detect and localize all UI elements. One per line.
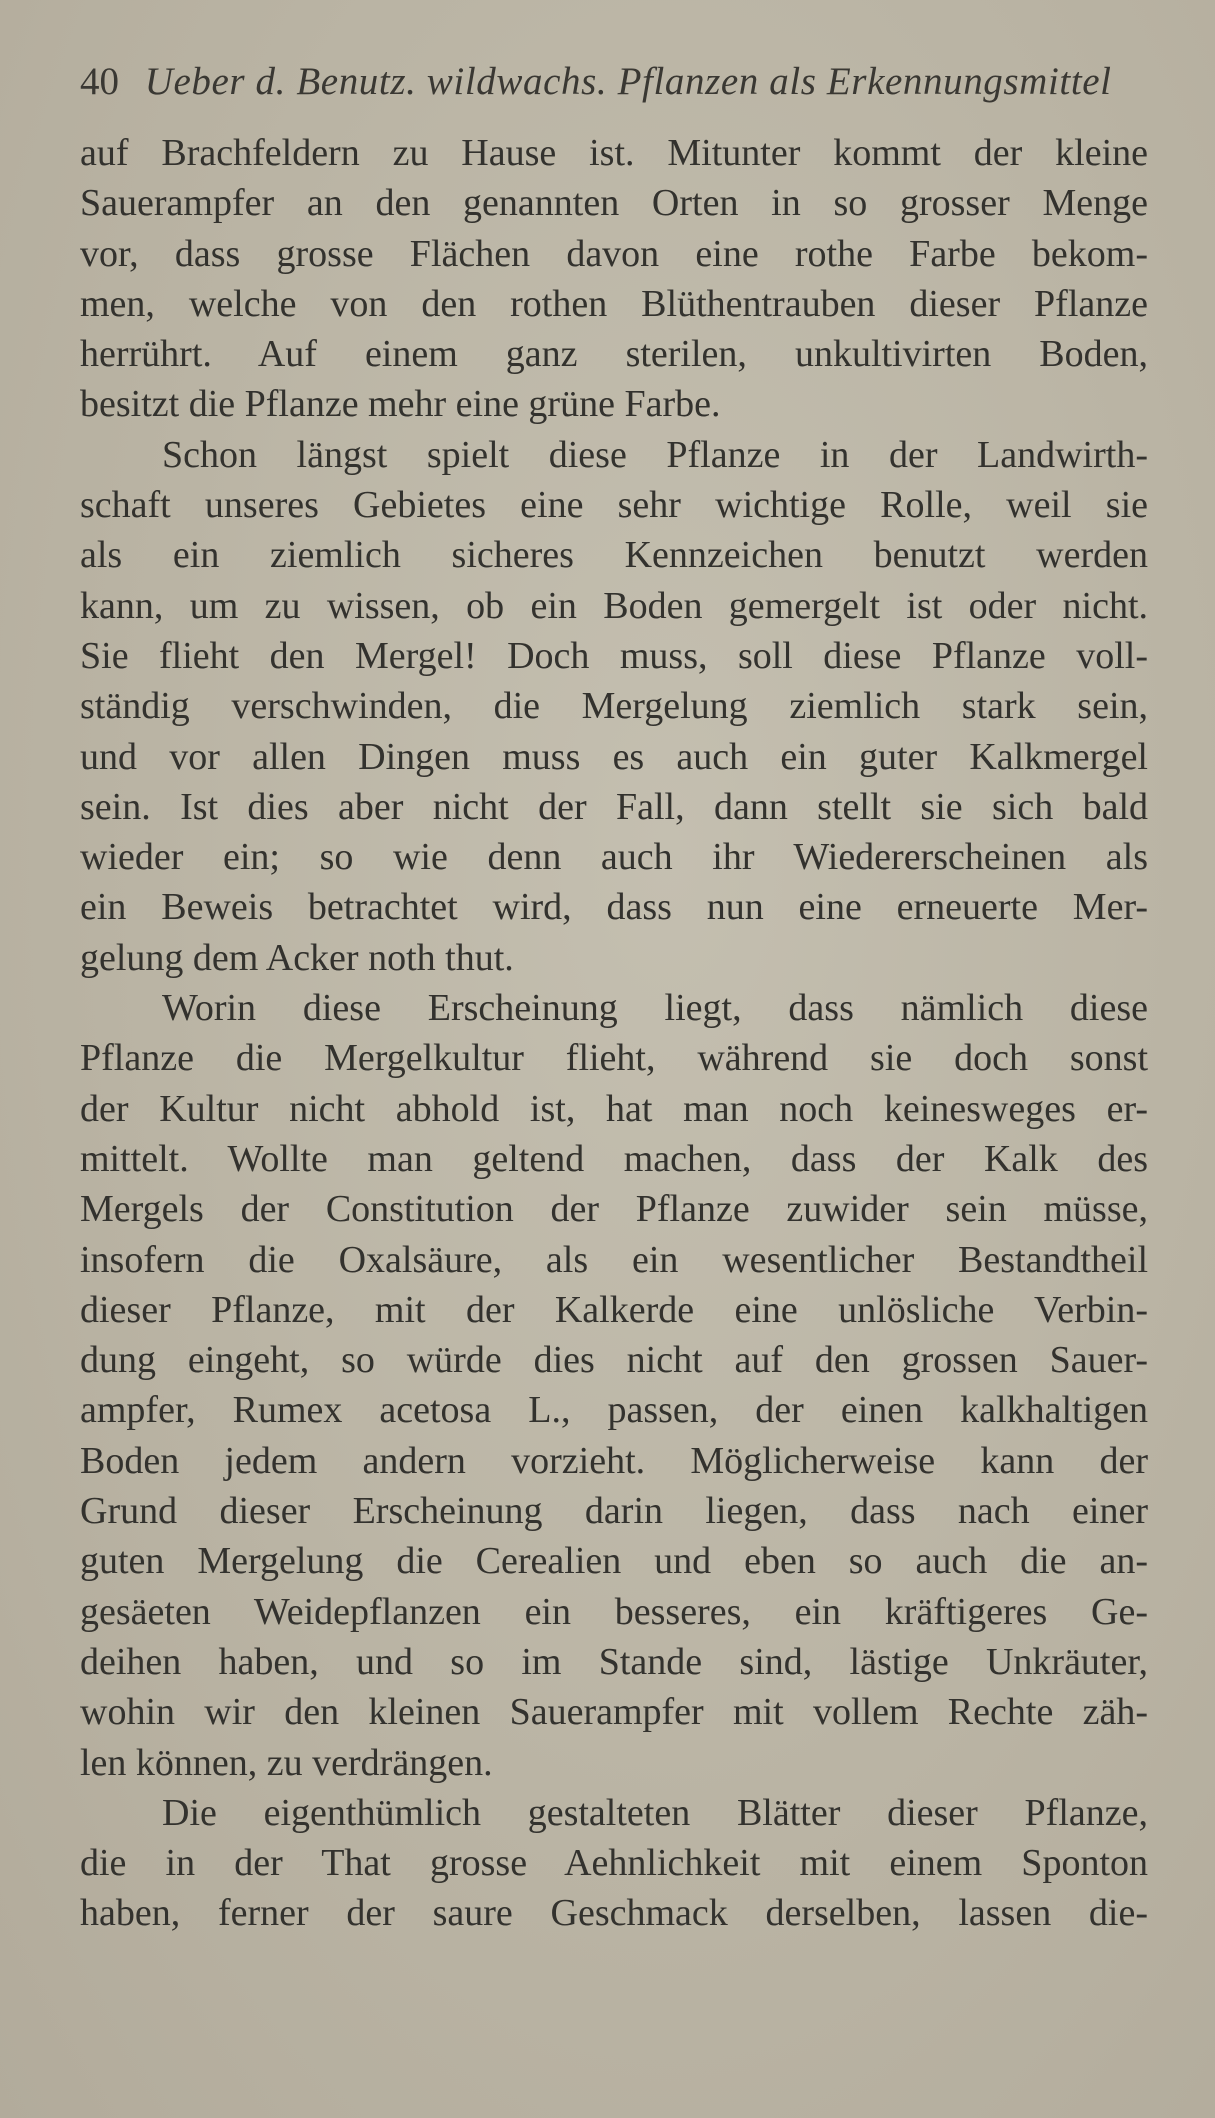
text-line: mittelt. Wollte man geltend machen, dass der Kalk des [80,1137,1148,1180]
text-line: besitzt die Pflanze mehr eine grüne Farbe. [80,383,721,426]
text-line: der Kultur nicht abhold ist, hat man noch keinesweges er- [80,1087,1148,1130]
text-line: kann, um zu wissen, ob ein Boden gemergelt ist oder nicht. [80,584,1148,627]
text-line: ampfer, Rumex acetosa L., passen, der einen kalkhaltigen [80,1389,1148,1432]
text-line: Sauerampfer an den genannten Orten in so grosser Menge [80,182,1148,225]
text-line: Mergels der Constitution der Pflanze zuwider sein müsse, [80,1188,1148,1231]
text-line: Die eigenthümlich gestalteten Blätter dieser Pflanze, [162,1791,1148,1834]
text-line: Schon längst spielt diese Pflanze in der Landwirth- [162,433,1148,476]
text-line: Pflanze die Mergelkultur flieht, während sie doch sonst [80,1037,1148,1080]
text-line: len können, zu verdrängen. [80,1741,493,1784]
text-line: guten Mergelung die Cerealien und eben so auch die an- [80,1540,1148,1583]
page-header [80,52,1140,112]
text-line: die in der That grosse Aehnlichkeit mit einem Sponton [80,1842,1148,1885]
text-line: herrührt. Auf einem ganz sterilen, unkultivirten Boden, [80,333,1148,376]
text-line: ständig verschwinden, die Mergelung ziemlich stark sein, [80,685,1148,728]
text-line: Boden jedem andern vorzieht. Möglicherweise kann der [80,1439,1148,1482]
text-line: sein. Ist dies aber nicht der Fall, dann stellt sie sich bald [80,785,1148,828]
text-line: wieder ein; so wie denn auch ihr Wiedererscheinen als [80,836,1148,879]
text-line: insofern die Oxalsäure, als ein wesentlicher Bestandtheil [80,1238,1148,1281]
text-line: dieser Pflanze, mit der Kalkerde eine unlösliche Verbin- [80,1288,1148,1331]
page-number: 40 [80,60,119,103]
text-line: Grund dieser Erscheinung darin liegen, dass nach einer [80,1490,1148,1533]
text-line: schaft unseres Gebietes eine sehr wichtige Rolle, weil sie [80,484,1148,527]
text-line: dung eingeht, so würde dies nicht auf den grossen Sauer- [80,1339,1148,1382]
text-line: vor, dass grosse Flächen davon eine rothe Farbe bekom- [80,232,1148,275]
body-text [80,128,1148,1939]
text-line: men, welche von den rothen Blüthentrauben dieser Pflanze [80,282,1148,325]
text-line: und vor allen Dingen muss es auch ein guter Kalkmergel [80,735,1148,778]
text-line: deihen haben, und so im Stande sind, lästige Unkräuter, [80,1640,1148,1683]
text-line: gelung dem Acker noth thut. [80,936,514,979]
text-line: Worin diese Erscheinung liegt, dass nämlich diese [162,987,1148,1030]
text-line: wohin wir den kleinen Sauerampfer mit vollem Rechte zäh- [80,1691,1148,1734]
text-line: gesäeten Weidepflanzen ein besseres, ein kräftigeres Ge- [80,1590,1148,1633]
text-line: haben, ferner der saure Geschmack derselben, lassen die- [80,1892,1148,1935]
text-line: ein Beweis betrachtet wird, dass nun eine erneuerte Mer- [80,886,1148,929]
text-line: als ein ziemlich sicheres Kennzeichen benutzt werden [80,534,1148,577]
text-line: auf Brachfeldern zu Hause ist. Mitunter kommt der kleine [80,132,1148,174]
text-line: Sie flieht den Mergel! Doch muss, soll diese Pflanze voll- [80,634,1148,677]
running-title: Ueber d. Benutz. wildwachs. Pflanzen als Erkennungsmittel [144,60,1112,103]
